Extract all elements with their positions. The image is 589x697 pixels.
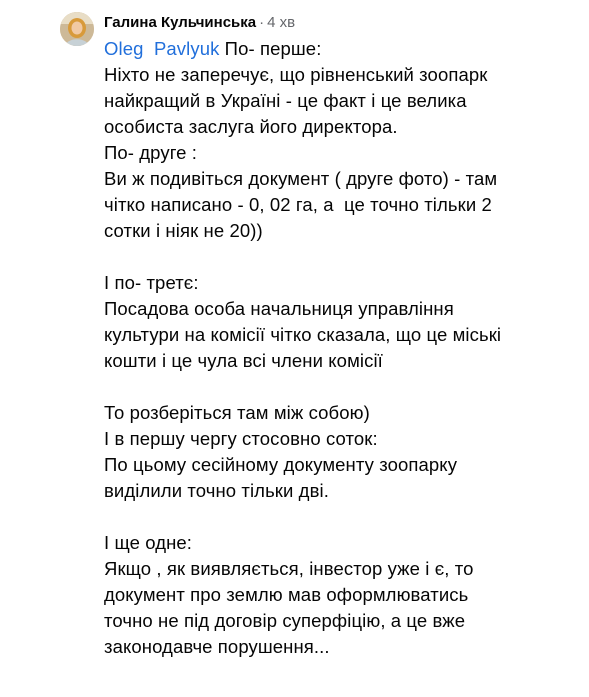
author-name[interactable]: Галина Кульчинська — [104, 14, 257, 31]
comment-body — [104, 36, 574, 660]
profile-photo-icon — [60, 12, 94, 46]
mention-link[interactable]: Oleg Pavlyuk — [104, 38, 220, 59]
comment-line: По- друге : — [104, 142, 198, 163]
comment-text: По- перше: — [219, 38, 322, 59]
comment-line: сотки і ніяк не 20)) — [104, 220, 263, 241]
comment-header — [104, 13, 295, 33]
comment-line: То розберіться там між собою) — [104, 402, 370, 423]
comment-line — [104, 244, 574, 270]
comment-line — [104, 36, 574, 62]
comment-line: І ще одне: — [104, 532, 193, 553]
comment-line: кошти і це чула всі члени комісії — [104, 350, 383, 371]
meta-separator: · — [259, 14, 265, 31]
comment-line: точно не під договір суперфіцію, а це вже — [104, 610, 466, 631]
comment-line: чітко написано - 0, 02 га, а це точно тільки 2 — [104, 194, 492, 215]
comment-line: І по- третє: — [104, 272, 199, 293]
comment-line: По цьому сесійному документу зоопарку — [104, 454, 458, 475]
avatar[interactable] — [60, 12, 94, 46]
comment-line: Посадова особа начальниця управління — [104, 298, 454, 319]
comment-line: виділили точно тільки дві. — [104, 480, 329, 501]
comment-line: найкращий в Україні - це факт і це велика — [104, 90, 467, 111]
comment-line — [104, 374, 574, 400]
comment-line: особиста заслуга його директора. — [104, 116, 398, 137]
timestamp[interactable]: 4 хв — [267, 14, 296, 31]
comment-line: Якщо , як виявляється, інвестор уже і є, то — [104, 558, 474, 579]
comment-line: Ви ж подивіться документ ( друге фото) - там — [104, 168, 498, 189]
comment-line: культури на комісії чітко сказала, що це міські — [104, 324, 502, 345]
comment-line: документ про землю мав оформлюватись — [104, 584, 469, 605]
comment-line: Ніхто не заперечує, що рівненський зоопарк — [104, 64, 488, 85]
comment-line — [104, 504, 574, 530]
comment-line: законодавче порушення... — [104, 636, 330, 657]
comment-line: І в першу чергу стосовно соток: — [104, 428, 378, 449]
